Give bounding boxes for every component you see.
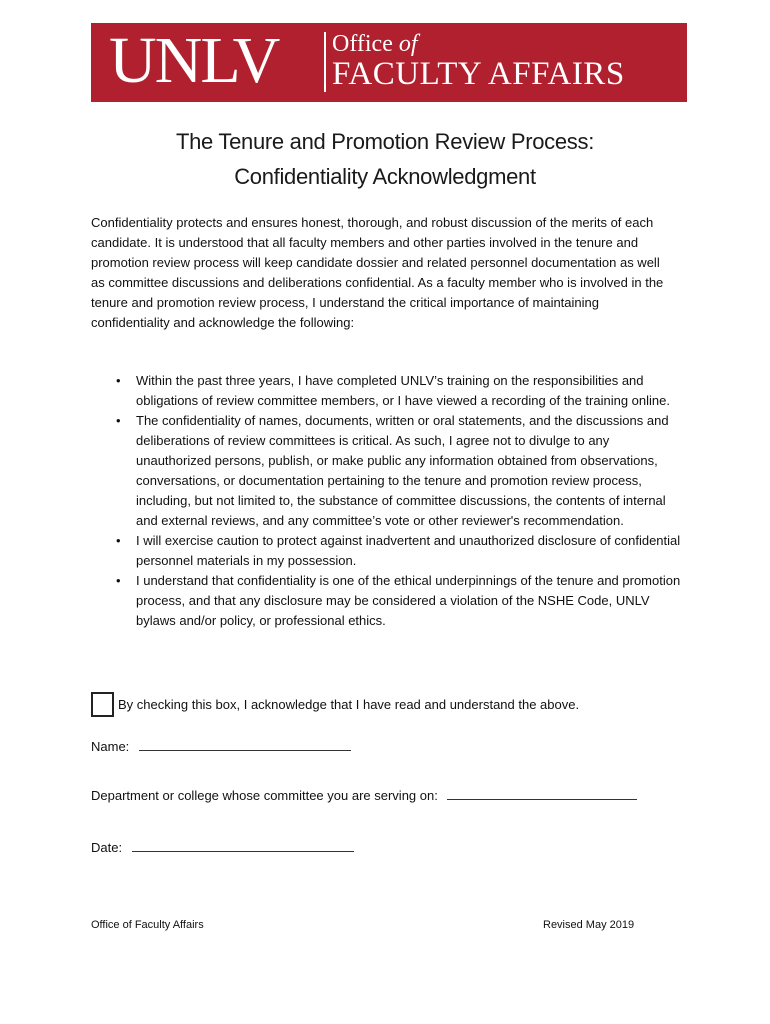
footer-office: Office of Faculty Affairs bbox=[91, 919, 204, 931]
bullet-icon: • bbox=[116, 573, 121, 588]
department-label: Department or college whose committee you are serving on: bbox=[91, 788, 438, 803]
list-item bbox=[91, 571, 681, 631]
acknowledgment-row bbox=[91, 692, 691, 718]
bullet-icon: • bbox=[116, 413, 121, 428]
list-item-text: Within the past three years, I have completed UNLV’s training on the responsibilities and obligations of review committee members, or I have viewed a recording of the training online. bbox=[136, 373, 670, 408]
name-label: Name: bbox=[91, 739, 130, 754]
department-field-row bbox=[91, 786, 637, 806]
list-item-text: I understand that confidentiality is one of the ethical underpinnings of the tenure and promotion process, and that any disclosure may be considered a violation of the NSHE Code, UNLV bylaws and/or policy, or professional ethics. bbox=[136, 573, 681, 628]
list-item-text: I will exercise caution to protect against inadvertent and unauthorized disclosure of confidential personnel materials in my possession. bbox=[136, 533, 681, 568]
acknowledgment-list bbox=[91, 371, 681, 631]
list-item bbox=[91, 411, 681, 531]
date-field-row bbox=[91, 838, 354, 858]
list-item bbox=[91, 531, 681, 571]
acknowledge-label: By checking this box, I acknowledge that I have read and understand the above. bbox=[118, 697, 580, 712]
logo-divider bbox=[324, 32, 326, 92]
logo-faculty-affairs-text: FACULTY AFFAIRS bbox=[332, 56, 625, 92]
acknowledge-checkbox[interactable] bbox=[91, 692, 114, 717]
list-item bbox=[91, 371, 681, 411]
name-field-row bbox=[91, 737, 351, 757]
logo-office-text bbox=[332, 31, 418, 57]
document-title-line1: The Tenure and Promotion Review Process: bbox=[175, 129, 595, 154]
date-label: Date: bbox=[91, 840, 123, 855]
footer-revision: Revised May 2019 bbox=[543, 919, 635, 931]
logo-of-word: of bbox=[398, 31, 418, 57]
bullet-icon: • bbox=[116, 373, 121, 388]
intro-paragraph: Confidentiality protects and ensures honest, thorough, and robust discussion of the merits of each candidate. It is understood that all faculty members and other parties involved in the tenure and promotion review process will keep candidate dossier and related personnel documentation as well as committee discussions and deliberations confidential. As a faculty member who is involved in the tenure and promotion review process, I understand the critical importance of maintaining confidentiality and acknowledge the following: bbox=[91, 215, 664, 330]
document-title-line2: Confidentiality Acknowledgment bbox=[234, 164, 536, 189]
logo-unlv-text: UNLV bbox=[109, 24, 279, 97]
list-item-text: The confidentiality of names, documents, written or oral statements, and the discussions and deliberations of review committees is critical. As such, I agree not to divulge to any unauthorized persons, publish, or make public any information obtained from observations, conversations, or documentation pertaining to the tenure and promotion review process, including, but not limited to, the substance of committee discussions, the contents of internal and external reviews, and any committee’s vote or other reviewer's recommendation. bbox=[136, 413, 669, 528]
department-field[interactable] bbox=[447, 786, 637, 800]
unlv-faculty-affairs-logo bbox=[91, 23, 687, 102]
logo-office-word: Office bbox=[332, 31, 393, 57]
bullet-icon: • bbox=[116, 533, 121, 548]
name-field[interactable] bbox=[139, 737, 351, 751]
date-field[interactable] bbox=[132, 838, 354, 852]
